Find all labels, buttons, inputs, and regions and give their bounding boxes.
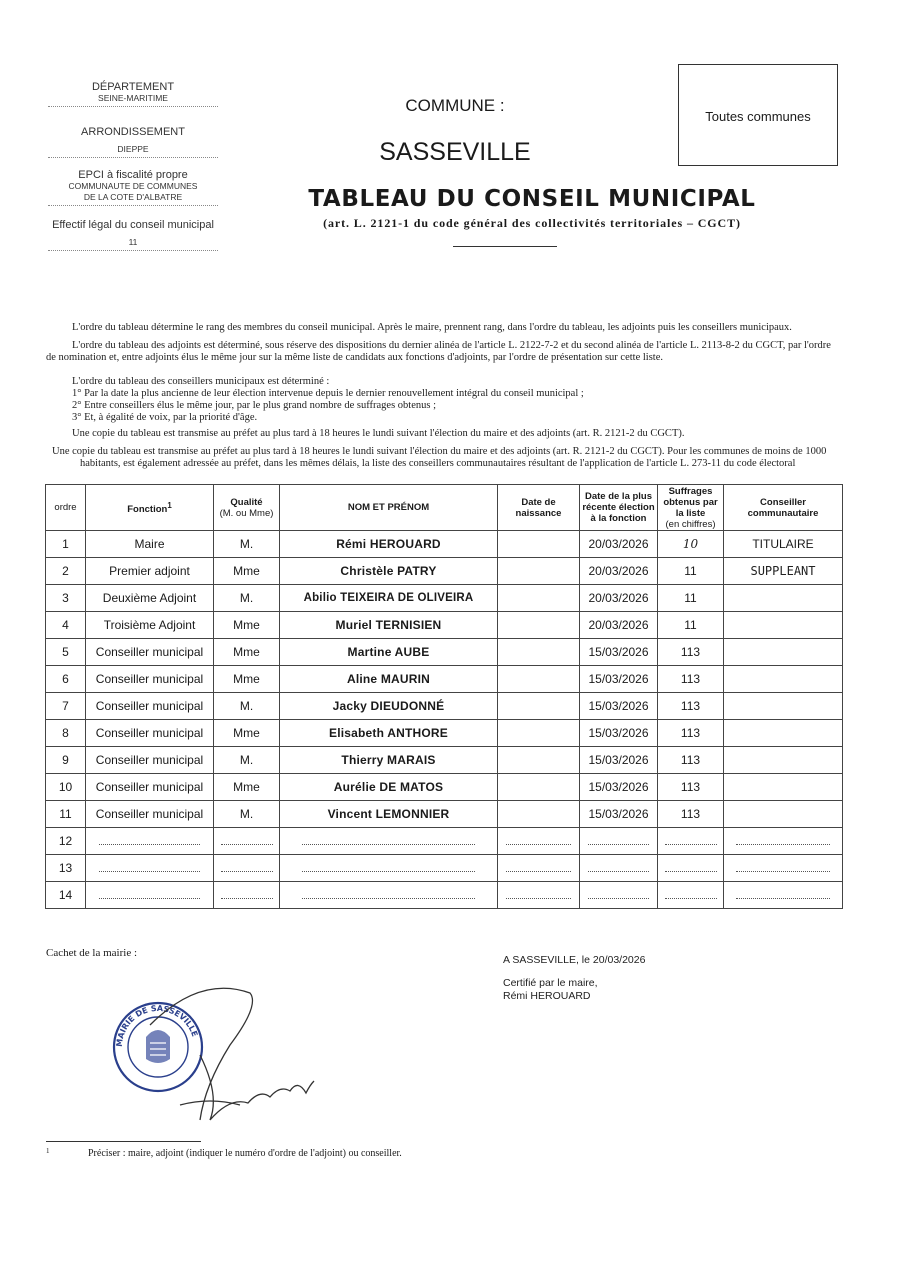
dotted-line — [302, 891, 476, 899]
cell-qualite — [214, 882, 280, 909]
cell-communautaire — [724, 693, 843, 720]
header-election — [580, 485, 658, 531]
dotted-line — [302, 837, 476, 845]
cell-fonction: Conseiller municipal — [86, 774, 214, 801]
cell-nom: Thierry MARAIS — [280, 747, 498, 774]
divider — [48, 250, 218, 251]
cell-nom: Christèle PATRY — [280, 558, 498, 585]
header-naissance-l2: naissance — [515, 507, 562, 519]
effectif-label: Effectif légal du conseil municipal — [52, 219, 214, 231]
signatory-name: Rémi HEROUARD — [503, 990, 591, 1002]
cell-qualite: M. — [214, 801, 280, 828]
table-row — [46, 531, 843, 558]
table-row-empty — [46, 828, 843, 855]
cell-communautaire — [724, 747, 843, 774]
certifie-label: Certifié par le maire, — [503, 977, 598, 989]
cell-communautaire — [724, 639, 843, 666]
header-suffrages — [658, 485, 724, 531]
cell-qualite: M. — [214, 747, 280, 774]
header-communautaire-l1: Conseiller — [760, 496, 806, 508]
cell-qualite — [214, 828, 280, 855]
dotted-line — [665, 891, 717, 899]
table-row — [46, 612, 843, 639]
table-row — [46, 747, 843, 774]
cell-communautaire — [724, 720, 843, 747]
cell-communautaire — [724, 855, 843, 882]
epci-value-line1: COMMUNAUTE DE COMMUNES — [68, 181, 198, 191]
cell-nom: Vincent LEMONNIER — [280, 801, 498, 828]
paragraph-conseillers-item3: 3° Et, à égalité de voix, par la priorité d'âge. — [72, 412, 258, 423]
cell-date-election: 15/03/2026 — [580, 693, 658, 720]
cell-ordre: 6 — [46, 666, 86, 693]
dotted-line — [221, 837, 273, 845]
dotted-line — [736, 864, 830, 872]
stamp-text: MAIRIE DE SASSEVILLE — [114, 1003, 200, 1048]
table-row — [46, 801, 843, 828]
epci-value-line2: DE LA COTE D'ALBATRE — [83, 192, 183, 202]
table-row-empty — [46, 855, 843, 882]
cell-ordre: 5 — [46, 639, 86, 666]
cell-date-election: 20/03/2026 — [580, 585, 658, 612]
paragraph-communautaires-line2: habitants, est également adressée au préfet, dans les mêmes délais, la liste des conseillers communautaires résultant de l'application de l'article L. 273-11 du code électoral — [80, 458, 796, 469]
cell-ordre: 13 — [46, 855, 86, 882]
cell-date-election — [580, 855, 658, 882]
cell-fonction: Maire — [86, 531, 214, 558]
cell-suffrages: 11 — [658, 558, 724, 585]
paragraph-communautaires-line1: Une copie du tableau est transmise au préfet au plus tard à 18 heures le lundi suivant l'élection du maire et des adjoints (art. R. 2121-2 du CGCT). Pour les communes de moins de 1000 — [52, 446, 827, 457]
cell-date-election — [580, 828, 658, 855]
cell-naissance — [498, 639, 580, 666]
cell-qualite: M. — [214, 585, 280, 612]
header-election-l2: récente élection — [582, 502, 655, 513]
cell-fonction — [86, 882, 214, 909]
table-row — [46, 558, 843, 585]
cell-date-election: 15/03/2026 — [580, 774, 658, 801]
cell-naissance — [498, 558, 580, 585]
cell-qualite: Mme — [214, 666, 280, 693]
header-ordre: ordre — [46, 485, 86, 531]
page-title: TABLEAU DU CONSEIL MUNICIPAL — [308, 186, 756, 212]
cell-qualite: M. — [214, 531, 280, 558]
paragraph-adjoints-line1: L'ordre du tableau des adjoints est déterminé, sous réserve des dispositions du dernier alinéa de l'article L. 2122-7-2 et du second alinéa de l'article L. 2113-8-2 du CGCT, par l'ordre — [72, 340, 831, 351]
cell-fonction: Troisième Adjoint — [86, 612, 214, 639]
cell-ordre: 14 — [46, 882, 86, 909]
cell-date-election: 15/03/2026 — [580, 720, 658, 747]
dotted-line — [506, 864, 571, 872]
cell-naissance — [498, 747, 580, 774]
cell-nom: Martine AUBE — [280, 639, 498, 666]
header-election-l1: Date de la plus — [584, 491, 653, 502]
cell-communautaire — [724, 801, 843, 828]
header-election-l3: à la fonction — [590, 513, 647, 524]
header-communautaire — [724, 485, 843, 531]
title-rule — [453, 246, 557, 247]
cell-naissance — [498, 855, 580, 882]
cell-nom: Rémi HEROUARD — [280, 531, 498, 558]
cell-date-election — [580, 882, 658, 909]
footnote-text: Préciser : maire, adjoint (indiquer le numéro d'ordre de l'adjoint) ou conseiller. — [88, 1148, 402, 1159]
departement-label: DÉPARTEMENT — [91, 81, 175, 93]
cell-communautaire — [724, 828, 843, 855]
dotted-line — [736, 891, 830, 899]
cell-naissance — [498, 774, 580, 801]
cell-date-election: 20/03/2026 — [580, 612, 658, 639]
cell-date-election: 15/03/2026 — [580, 747, 658, 774]
cell-suffrages: 113 — [658, 774, 724, 801]
table-row — [46, 774, 843, 801]
cell-suffrages — [658, 882, 724, 909]
cell-suffrages: 113 — [658, 720, 724, 747]
footnote-mark: 1 — [46, 1147, 50, 1155]
header-fonction — [86, 485, 214, 531]
dotted-line — [99, 864, 201, 872]
cell-suffrages — [658, 828, 724, 855]
page-subtitle: (art. L. 2121-1 du code général des collectivités territoriales – CGCT) — [323, 216, 741, 230]
table-row — [46, 585, 843, 612]
toutes-communes-text: Toutes communes — [705, 109, 811, 124]
cell-date-election: 15/03/2026 — [580, 639, 658, 666]
cell-qualite — [214, 855, 280, 882]
dotted-line — [665, 864, 717, 872]
cell-nom — [280, 882, 498, 909]
cell-fonction: Conseiller municipal — [86, 666, 214, 693]
arrondissement-value: DIEPPE — [117, 144, 149, 154]
header-nom: NOM ET PRÉNOM — [280, 485, 498, 531]
mairie-stamp-and-signature — [110, 985, 330, 1135]
cell-communautaire — [724, 585, 843, 612]
table-row — [46, 720, 843, 747]
cell-nom: Aurélie DE MATOS — [280, 774, 498, 801]
cell-naissance — [498, 828, 580, 855]
paragraph-conseillers-item2: 2° Entre conseillers élus le même jour, par le plus grand nombre de suffrages obtenus ; — [72, 400, 436, 411]
cell-nom: Muriel TERNISIEN — [280, 612, 498, 639]
cell-suffrages: 113 — [658, 666, 724, 693]
cell-ordre: 3 — [46, 585, 86, 612]
cell-naissance — [498, 612, 580, 639]
admin-block — [48, 82, 218, 263]
council-table — [45, 484, 843, 909]
paragraph-adjoints-line2: de nomination et, entre adjoints élus le même jour sur la même liste de candidats aux fonctions d'adjoints, par l'ordre de présentation sur cette liste. — [46, 352, 663, 363]
cell-fonction: Premier adjoint — [86, 558, 214, 585]
dotted-line — [588, 864, 650, 872]
cell-qualite: Mme — [214, 639, 280, 666]
cell-suffrages: 10 — [658, 531, 724, 558]
cell-ordre: 7 — [46, 693, 86, 720]
cell-ordre: 4 — [46, 612, 86, 639]
cell-date-election: 15/03/2026 — [580, 666, 658, 693]
header-naissance-l1: Date de — [521, 496, 556, 508]
cell-nom — [280, 855, 498, 882]
place-date: A SASSEVILLE, le 20/03/2026 — [503, 954, 646, 966]
departement-value: SEINE-MARITIME — [98, 93, 168, 103]
cell-date-election: 15/03/2026 — [580, 801, 658, 828]
table-row-empty — [46, 882, 843, 909]
cell-naissance — [498, 882, 580, 909]
cell-communautaire: TITULAIRE — [724, 531, 843, 558]
cell-ordre: 11 — [46, 801, 86, 828]
cachet-label: Cachet de la mairie : — [46, 947, 138, 959]
cell-fonction: Conseiller municipal — [86, 693, 214, 720]
effectif-value: 11 — [128, 237, 138, 247]
cell-suffrages: 11 — [658, 585, 724, 612]
stamp-seal — [114, 1003, 202, 1091]
dotted-line — [506, 891, 571, 899]
dotted-line — [736, 837, 830, 845]
cell-naissance — [498, 693, 580, 720]
header-qualite-text: Qualité — [230, 496, 263, 508]
paragraph-rang: L'ordre du tableau détermine le rang des membres du conseil municipal. Après le maire, prennent rang, dans l'ordre du tableau, les adjoints puis les conseillers municipaux. — [72, 322, 792, 333]
paragraph-conseillers-item1: 1° Par la date la plus ancienne de leur élection intervenue depuis le dernier renouvellement intégral du conseil municipal ; — [72, 388, 584, 399]
cell-date-election: 20/03/2026 — [580, 558, 658, 585]
dotted-line — [588, 837, 650, 845]
cell-nom: Abilio TEIXEIRA DE OLIVEIRA — [280, 585, 498, 612]
cell-suffrages: 11 — [658, 612, 724, 639]
cell-ordre: 8 — [46, 720, 86, 747]
header-suffrages-l3: la liste — [675, 507, 706, 519]
header-fonction-text: Fonction — [127, 504, 168, 516]
commune-label: COMMUNE : — [405, 96, 505, 115]
divider — [48, 157, 218, 158]
cell-nom: Elisabeth ANTHORE — [280, 720, 498, 747]
header-communautaire-l2: communautaire — [747, 507, 819, 519]
dotted-line — [665, 837, 717, 845]
cell-communautaire — [724, 882, 843, 909]
cell-fonction — [86, 828, 214, 855]
epci-label: EPCI à fiscalité propre — [78, 169, 188, 181]
toutes-communes-box — [678, 64, 838, 166]
cell-suffrages: 113 — [658, 639, 724, 666]
cell-qualite: Mme — [214, 558, 280, 585]
paragraph-copie-prefet: Une copie du tableau est transmise au préfet au plus tard à 18 heures le lundi suivant l'élection du maire et des adjoints (art. R. 2121-2 du CGCT). — [72, 428, 685, 439]
dotted-line — [302, 864, 476, 872]
cell-fonction: Conseiller municipal — [86, 720, 214, 747]
dotted-line — [99, 837, 201, 845]
footnote-rule — [46, 1141, 201, 1142]
cell-communautaire — [724, 612, 843, 639]
cell-ordre: 10 — [46, 774, 86, 801]
table-header-row — [46, 485, 843, 531]
header-naissance — [498, 485, 580, 531]
dotted-line — [221, 864, 273, 872]
cell-qualite: Mme — [214, 774, 280, 801]
cell-qualite: M. — [214, 693, 280, 720]
cell-naissance — [498, 531, 580, 558]
divider — [48, 205, 218, 206]
cell-communautaire — [724, 666, 843, 693]
header-suffrages-l1: Suffrages — [668, 485, 713, 497]
cell-ordre: 2 — [46, 558, 86, 585]
cell-nom — [280, 828, 498, 855]
cell-fonction: Deuxième Adjoint — [86, 585, 214, 612]
cell-ordre: 9 — [46, 747, 86, 774]
table-row — [46, 639, 843, 666]
cell-qualite: Mme — [214, 720, 280, 747]
header-qualite — [214, 485, 280, 531]
cell-naissance — [498, 720, 580, 747]
cell-qualite: Mme — [214, 612, 280, 639]
cell-naissance — [498, 585, 580, 612]
dotted-line — [221, 891, 273, 899]
dotted-line — [588, 891, 650, 899]
dotted-line — [99, 891, 201, 899]
cell-fonction — [86, 855, 214, 882]
cell-communautaire — [724, 774, 843, 801]
cell-suffrages: 113 — [658, 747, 724, 774]
header-suffrages-l4: (en chiffres) — [665, 518, 716, 530]
cell-date-election: 20/03/2026 — [580, 531, 658, 558]
commune-name: SASSEVILLE — [379, 138, 531, 166]
table-row — [46, 693, 843, 720]
cell-fonction: Conseiller municipal — [86, 747, 214, 774]
signature-block — [503, 954, 645, 1003]
table-row — [46, 666, 843, 693]
arrondissement-label: ARRONDISSEMENT — [81, 126, 185, 138]
paragraph-conseillers-intro: L'ordre du tableau des conseillers municipaux est déterminé : — [72, 376, 330, 387]
header-fonction-footnote: 1 — [167, 500, 172, 510]
cell-suffrages — [658, 855, 724, 882]
cell-ordre: 1 — [46, 531, 86, 558]
cell-naissance — [498, 801, 580, 828]
cell-fonction: Conseiller municipal — [86, 801, 214, 828]
header-suffrages-l2: obtenus par — [663, 496, 718, 508]
dotted-line — [506, 837, 571, 845]
divider — [48, 106, 218, 107]
cell-nom: Jacky DIEUDONNÉ — [280, 693, 498, 720]
cell-nom: Aline MAURIN — [280, 666, 498, 693]
cell-suffrages: 113 — [658, 693, 724, 720]
cell-fonction: Conseiller municipal — [86, 639, 214, 666]
header-qualite-sub: (M. ou Mme) — [219, 507, 274, 519]
cell-communautaire: SUPPLEANT — [724, 558, 843, 585]
cell-suffrages: 113 — [658, 801, 724, 828]
cell-naissance — [498, 666, 580, 693]
cell-ordre: 12 — [46, 828, 86, 855]
